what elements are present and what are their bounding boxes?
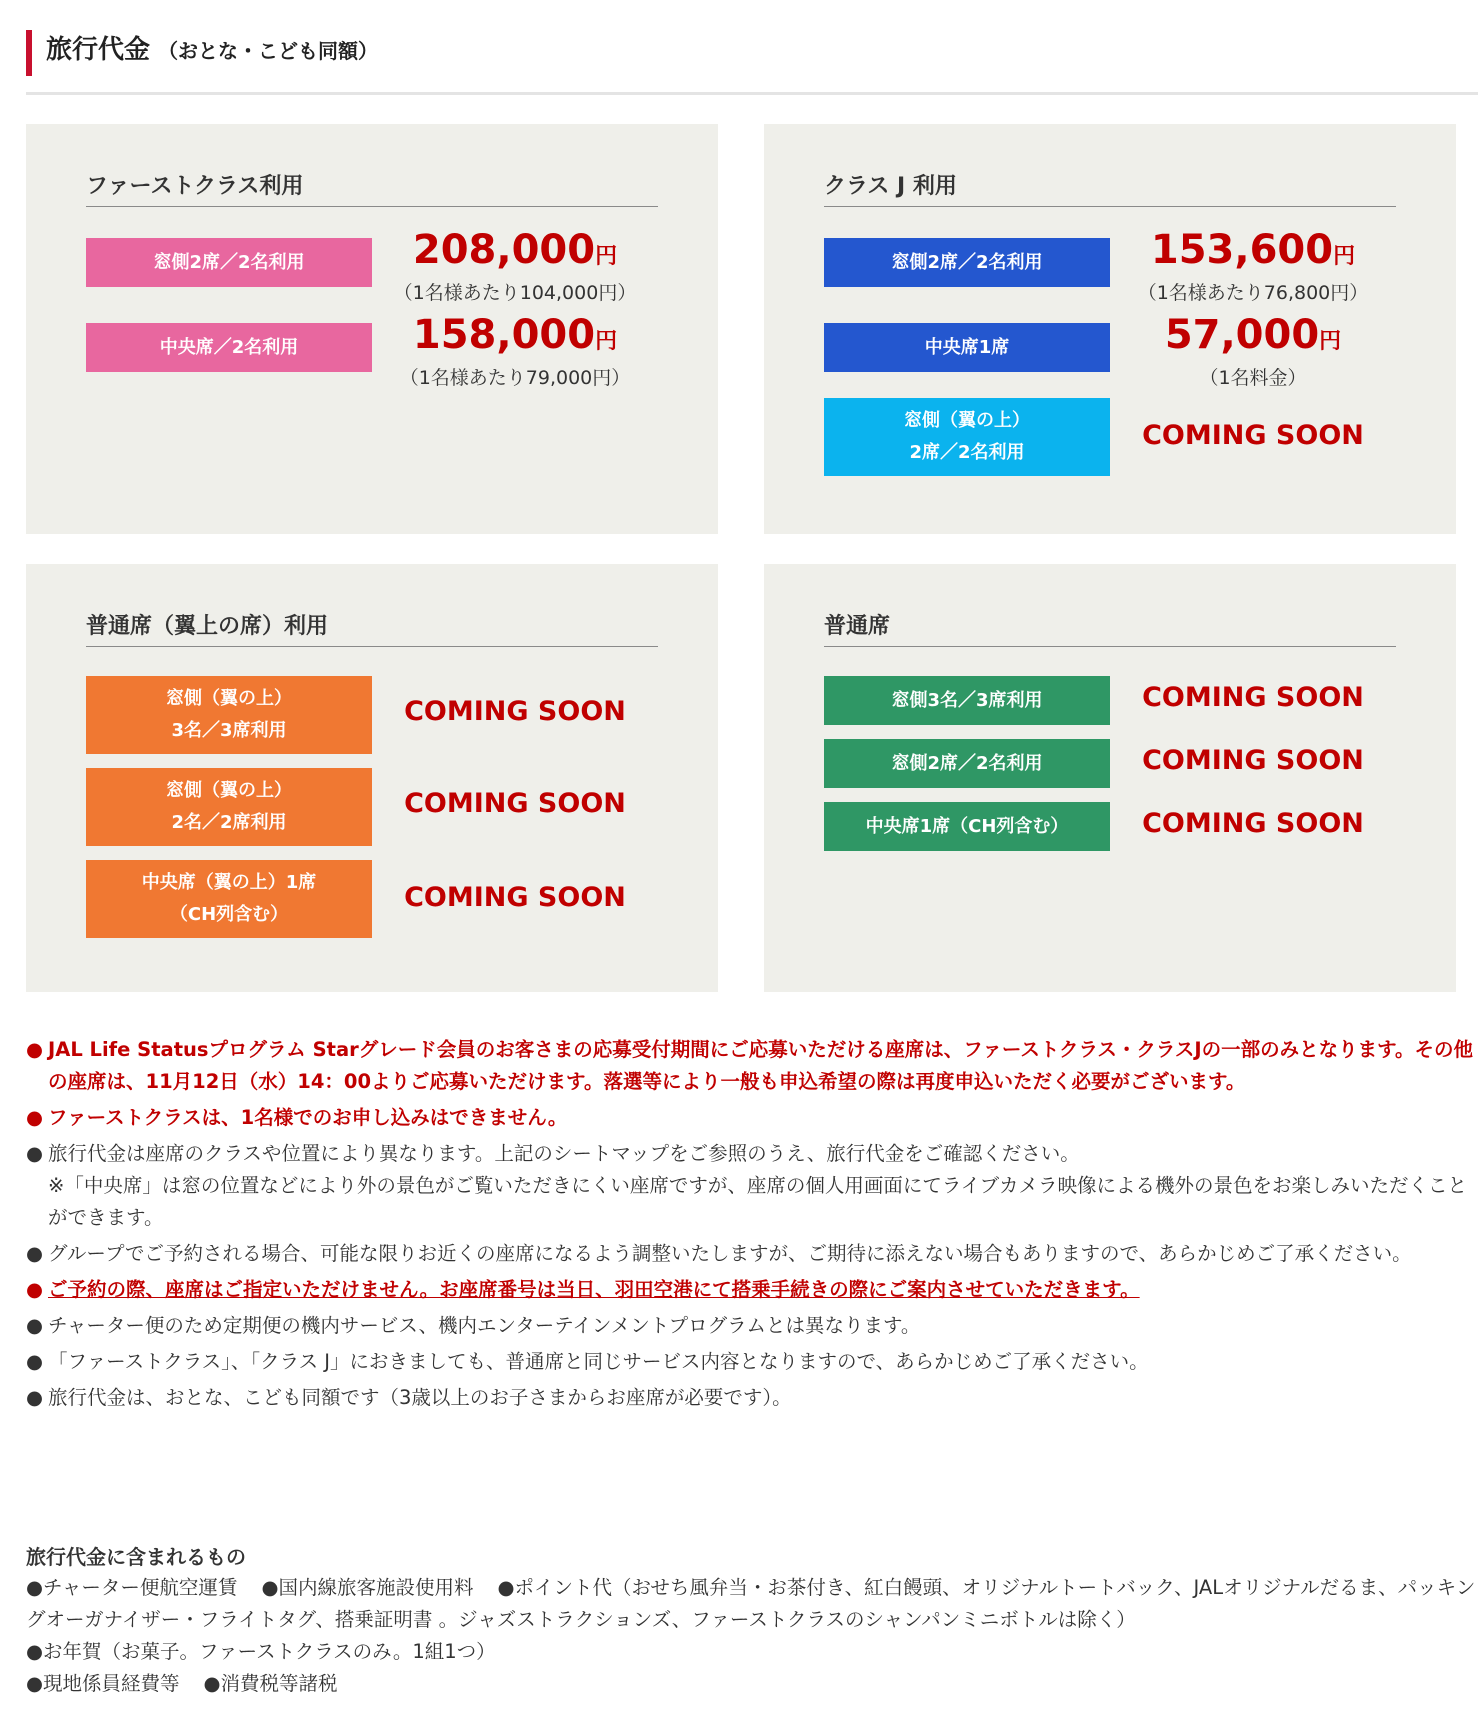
fare-row bbox=[824, 676, 1396, 725]
coming-soon-label: COMING SOON bbox=[1142, 745, 1364, 776]
fare-per-person: （1名料金） bbox=[1199, 367, 1307, 389]
included-section bbox=[26, 1542, 1478, 1700]
seat-badge: 窓側2席／2名利用 bbox=[824, 739, 1110, 788]
fare-price-box bbox=[1110, 313, 1396, 392]
bullet-icon: ● bbox=[26, 1278, 44, 1301]
note-item: ● ファーストクラスは、1名様でのお申し込みはできません。 bbox=[26, 1102, 1478, 1134]
fare-row bbox=[824, 802, 1396, 851]
coming-soon-label: COMING SOON bbox=[404, 696, 626, 727]
bullet-icon: ● bbox=[26, 1314, 44, 1337]
included-item: ●国内線旅客施設使用料 bbox=[261, 1576, 474, 1599]
fare-row bbox=[824, 398, 1396, 476]
fare-page bbox=[26, 30, 1478, 1695]
fare-row bbox=[824, 312, 1396, 395]
fare-row bbox=[824, 227, 1396, 310]
coming-soon-label: COMING SOON bbox=[1142, 420, 1364, 451]
seat-badge: 窓側2席／2名利用 bbox=[86, 238, 372, 287]
fare-per-person: （1名様あたり104,000円） bbox=[393, 282, 637, 304]
fare-price: 153,600円 bbox=[1150, 227, 1356, 273]
fare-row bbox=[86, 768, 658, 846]
note-item: ● ご予約の際、座席はご指定いただけません。お座席番号は当日、羽田空港にて搭乗手続きの際にご案内させていただきます。 bbox=[26, 1274, 1478, 1306]
fare-price-box bbox=[372, 313, 658, 392]
panel-economy bbox=[764, 564, 1456, 992]
title-divider bbox=[26, 92, 1478, 95]
coming-soon-label: COMING SOON bbox=[404, 788, 626, 819]
included-line bbox=[26, 1668, 1478, 1700]
fare-row bbox=[824, 739, 1396, 788]
fare-price: 208,000円 bbox=[412, 227, 618, 273]
seat-badge: 窓側（翼の上） 3名／3席利用 bbox=[86, 676, 372, 754]
note-item: ● 「ファーストクラス」、「クラス J」におきましても、普通席と同じサービス内容となりますので、あらかじめご了承ください。 bbox=[26, 1346, 1478, 1378]
notes-list bbox=[26, 1034, 1478, 1414]
seat-badge: 窓側（翼の上） 2席／2名利用 bbox=[824, 398, 1110, 476]
panel-heading: 普通席（翼上の席）利用 bbox=[86, 608, 658, 647]
seat-badge: 窓側（翼の上） 2名／2席利用 bbox=[86, 768, 372, 846]
panel-class-j bbox=[764, 124, 1456, 534]
fare-price: 57,000円 bbox=[1164, 312, 1342, 358]
included-title: 旅行代金に含まれるもの bbox=[26, 1545, 246, 1569]
note-item: ● JAL Life Statusプログラム Starグレード会員のお客さまの応募受付期間にご応募いただける座席は、ファーストクラス・クラスJの一部のみとなります。その他の座席は、11月12日（水）14：00よりご応募いただけます。落選等により一般も申込希望の際は再度申込いただく必要がございます。 bbox=[26, 1034, 1478, 1098]
included-line bbox=[26, 1572, 1478, 1636]
bullet-icon: ● bbox=[26, 1386, 44, 1409]
panel-heading: クラス J 利用 bbox=[824, 168, 1396, 207]
bullet-icon: ● bbox=[26, 1142, 44, 1165]
coming-soon-label: COMING SOON bbox=[1142, 682, 1364, 713]
seat-badge: 窓側2席／2名利用 bbox=[824, 238, 1110, 287]
fare-price: 158,000円 bbox=[412, 312, 618, 358]
fare-row bbox=[86, 227, 658, 310]
note-subnote: ※「中央席」は窓の位置などにより外の景色がご覧いただきにくい座席ですが、座席の個人用画面にてライブカメラ映像による機外の景色をお楽しみいただくことができます。 bbox=[48, 1174, 1467, 1229]
fare-per-person: （1名様あたり79,000円） bbox=[399, 367, 631, 389]
included-item: ●現地係員経費等 bbox=[26, 1672, 180, 1695]
seat-badge: 中央席／2名利用 bbox=[86, 323, 372, 372]
included-line: ●お年賀（お菓子。ファーストクラスのみ。1組1つ） bbox=[26, 1640, 496, 1663]
page-title: 旅行代金 bbox=[46, 35, 151, 65]
seat-badge: 中央席（翼の上）1席 （CH列含む） bbox=[86, 860, 372, 938]
fare-row bbox=[86, 312, 658, 395]
panel-wing-seats bbox=[26, 564, 718, 992]
panel-first-class bbox=[26, 124, 718, 534]
bullet-icon: ● bbox=[26, 1038, 44, 1061]
fare-row bbox=[86, 676, 658, 754]
fare-per-person: （1名様あたり76,800円） bbox=[1137, 282, 1369, 304]
included-item: ●消費税等諸税 bbox=[203, 1672, 338, 1695]
bullet-icon: ● bbox=[26, 1350, 44, 1373]
panel-heading: 普通席 bbox=[824, 608, 1396, 647]
section-title bbox=[26, 30, 1478, 76]
coming-soon-label: COMING SOON bbox=[404, 882, 626, 913]
fare-price-box bbox=[1110, 228, 1396, 307]
panel-heading: ファーストクラス利用 bbox=[86, 168, 658, 207]
fare-grid bbox=[26, 124, 1478, 996]
bullet-icon: ● bbox=[26, 1106, 44, 1129]
included-item: ●チャーター便航空運賃 bbox=[26, 1576, 238, 1599]
fare-row bbox=[86, 860, 658, 938]
note-item: ● 旅行代金は座席のクラスや位置により異なります。上記のシートマップをご参照のうえ、旅行代金をご確認ください。 ※「中央席」は窓の位置などにより外の景色がご覧いただきにくい座席ですが、座席の個人用画面にてライブカメラ映像による機外の景色をお楽しみいただくことができます。 bbox=[26, 1138, 1478, 1234]
seat-badge: 中央席1席 bbox=[824, 323, 1110, 372]
note-item: ● グループでご予約される場合、可能な限りお近くの座席になるよう調整いたしますが、ご期待に添えない場合もありますので、あらかじめご了承ください。 bbox=[26, 1238, 1478, 1270]
coming-soon-label: COMING SOON bbox=[1142, 808, 1364, 839]
included-item: ●ポイント代（おせち風弁当・お茶付き、紅白饅頭、オリジナルトートバック、JALオリジナルだるま、パッキングオーガナイザー・フライトタグ、搭乗証明書 。ジャズストラクションズ、ファーストクラスのシャンパンミニボトルは除く） bbox=[26, 1576, 1476, 1631]
note-item: ● 旅行代金は、おとな、こども同額です（3歳以上のお子さまからお座席が必要です）。 bbox=[26, 1382, 1478, 1414]
page-subtitle: （おとな・こども同額） bbox=[158, 39, 379, 63]
note-item: ● チャーター便のため定期便の機内サービス、機内エンターテインメントプログラムとは異なります。 bbox=[26, 1310, 1478, 1342]
seat-badge: 窓側3名／3席利用 bbox=[824, 676, 1110, 725]
bullet-icon: ● bbox=[26, 1242, 44, 1265]
fare-price-box bbox=[372, 228, 658, 307]
seat-badge: 中央席1席（CH列含む） bbox=[824, 802, 1110, 851]
